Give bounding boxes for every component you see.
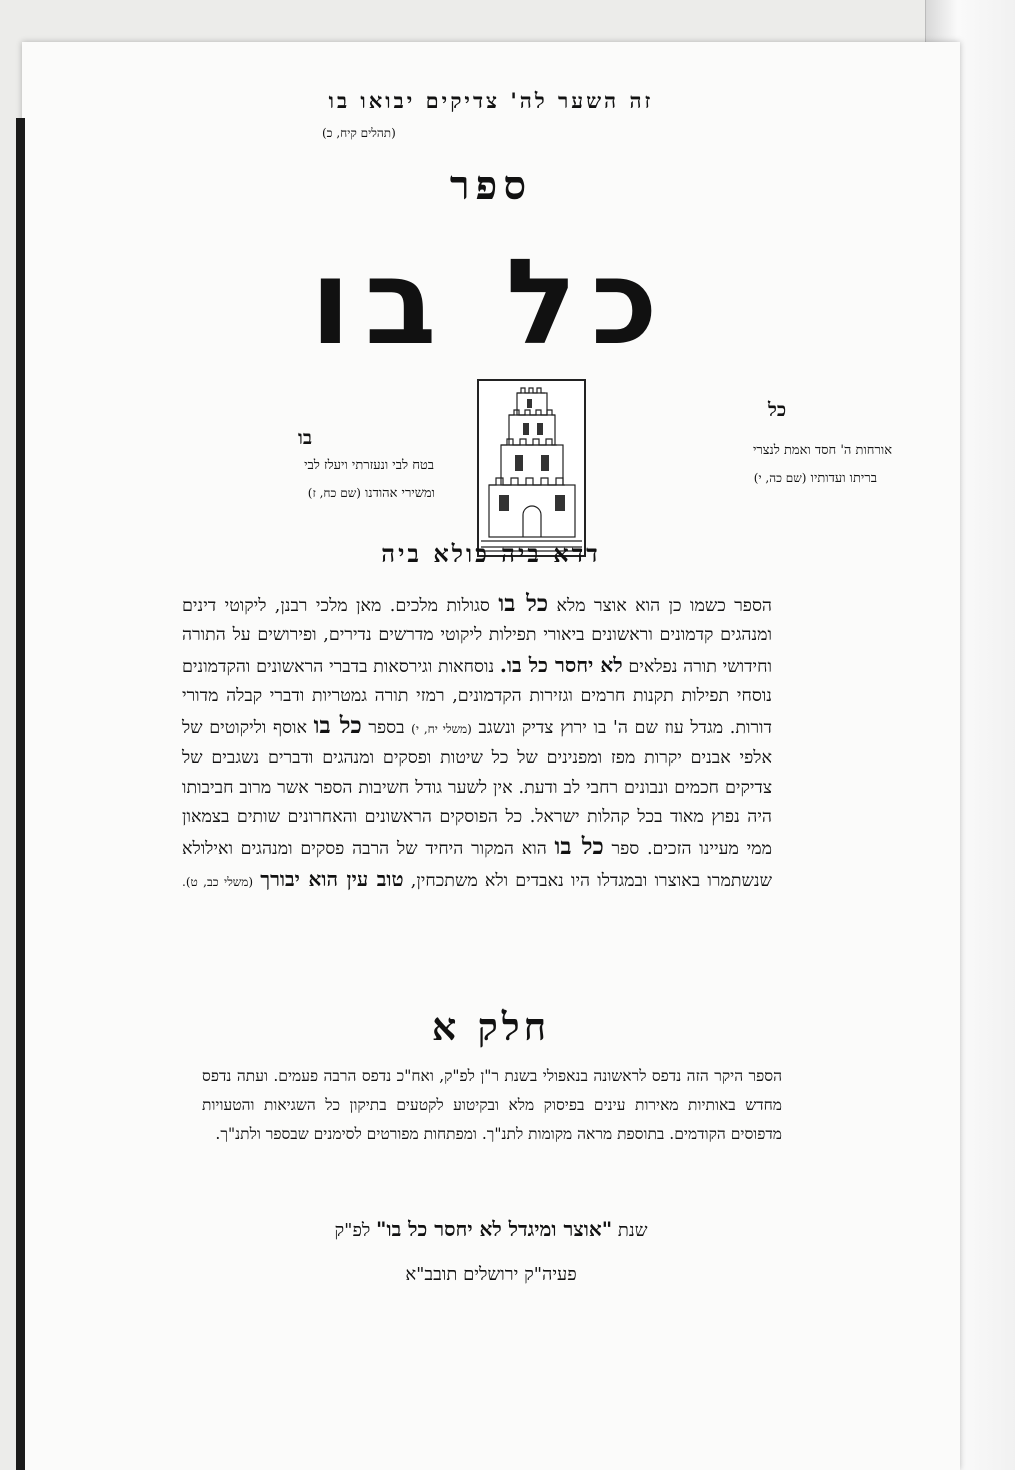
intro-paragraph: הספר כשמו כן הוא אוצר מלא כל בו סגולות מלכים. מאן מלכי רבנן, ליקוטי דינים ומנהגים קדמונים וראשונים ביאורי תפילות ליקוטי מדרשים נדירים, ופירושים על התורה וחידושי תורה נפלאים לא יחסר כל בו. נוסחאות וגירסאות בדברי הראשונים והקדמונים נוסחי תפילות תקנות חרמים וגזירות הקדמונים, רמזי תורה גמטריות ודברי קבלה מדורי דורות. מגדל עוז שם ה' בו ירוץ צדיק ונשגב (משלי יח, י) בספר כל בו אוסף וליקוטים של אלפי אבנים יקרות מפז ומפנינים של כל שיטות ופסקים ומנהגים ודברים נשגבים של צדיקים חכמים ונבונים רחבי לב ודעת. אין לשער גודל חשיבות הספר אשר מרוב חביבותו היה נפוץ מאוד בכל קהלות ישראל. כל הפוסקים הראשונים והאחרונים שותים בצמאון ממי מעיינו הזכים. ספר כל בו הוא המקור היחיד של הרבה פסקים ומנהגים ואילולא שנשתמרו באוצרו ובמגדלו היו נאבדים ולא משתכחין, טוב עין הוא יבורך (משלי כב, ט). (182, 590, 772, 891)
verse-top-ref: (תהלים קיח, כ) (322, 126, 396, 140)
book-title: כל בו (310, 233, 672, 371)
right-line1: אורחות ה' חסד ואמת לנצרי (752, 443, 892, 458)
left-line2: ומשירי אהודנו (שם כח, ז) (307, 486, 435, 501)
tower-emblem (477, 379, 586, 557)
verse-top: זה השער לה' צדיקים יבואו בו (328, 88, 654, 113)
year-line: שנת "אוצר ומיגדל לא יחסר כל בו" לפ"ק (334, 1217, 648, 1241)
left-heading: בו (298, 427, 313, 449)
right-line2: בריתו ועדותיו (שם כה, י) (753, 471, 877, 486)
motto: דדא ביה כולא ביה (381, 539, 601, 568)
part-heading: חלק א (431, 1004, 551, 1049)
tower-icon (479, 381, 584, 555)
part-paragraph: הספר היקר הזה נדפס לראשונה בנאפולי בשנת ר"ן לפ"ק, ואח"כ נדפס הרבה פעמים. ועתה נדפס מחדש באותיות מאירות עינים בפיסוק מלא ובקיטוע לקטעים בתיקון כל השגיאות והטעויות מדפוסים הקודמים. בתוספת מראה מקומות לתנ"ך. ומפתחות מפורטים לסימנים שבספר ולתנ"ך. (202, 1067, 782, 1143)
book-spine (16, 118, 25, 1470)
title-page (22, 42, 960, 1470)
left-line1: בטח לבי ונעזרתי ויעלז לבי (304, 458, 434, 473)
right-heading: כל (768, 399, 787, 421)
place-line: פעיה"ק ירושלים תובב"א (405, 1264, 577, 1285)
book-label: ספר (449, 162, 533, 209)
